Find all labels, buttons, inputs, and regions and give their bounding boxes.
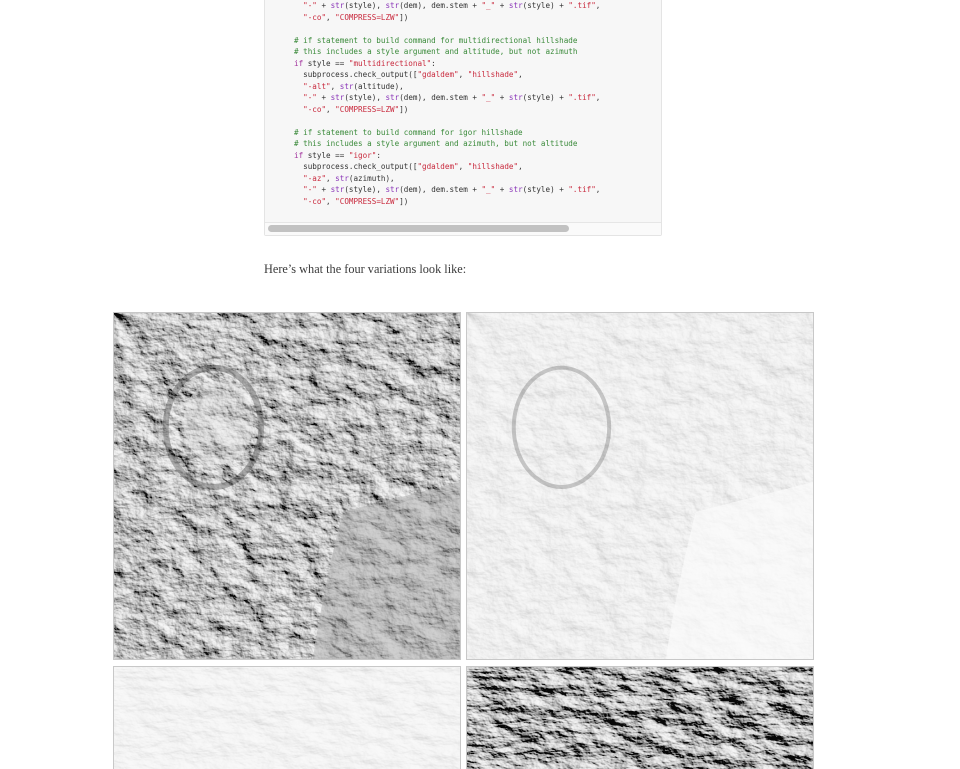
code-scroll-area[interactable]: [265, 0, 661, 223]
code-line: "-co", "COMPRESS=LZW"]): [303, 104, 409, 114]
gallery-intro-text: Here’s what the four variations look like:: [264, 262, 467, 276]
horizontal-scrollbar[interactable]: [265, 222, 661, 235]
code-line: subprocess.check_output(["gdaldem", "hillshade",: [303, 162, 523, 171]
hillshade-combined-image: [113, 666, 461, 769]
code-line: subprocess.check_output(["gdaldem", "hillshade",: [303, 70, 523, 79]
code-line: "-alt", str(altitude),: [303, 81, 404, 91]
relief-image: [114, 313, 460, 659]
hillshade-multidirectional-image: [466, 312, 814, 660]
code-content: [265, 0, 661, 207]
code-line: # this includes a style argument and altitude, but not azimuth: [294, 47, 578, 56]
relief-image: [114, 667, 460, 769]
code-line: if style == "multidirectional":: [294, 58, 436, 68]
code-line: "-co", "COMPRESS=LZW"]): [303, 12, 409, 22]
code-line: # if statement to build command for igor hillshade: [294, 127, 523, 137]
code-line: "-" + str(style), str(dem), dem.stem + "_" + str(style) + ".tif",: [303, 185, 601, 194]
code-line: "-" + str(style), str(dem), dem.stem + "_" + str(style) + ".tif",: [303, 93, 601, 102]
hillshade-default-image: [113, 312, 461, 660]
code-line: [294, 115, 661, 127]
scrollbar-thumb[interactable]: [268, 225, 569, 232]
relief-image: [467, 313, 813, 659]
code-line: # this includes a style argument and azimuth, but not altitude: [294, 139, 578, 148]
code-line: if style == "igor":: [294, 150, 381, 160]
code-line: # if statement to build command for multidirectional hillshade: [294, 35, 578, 45]
hillshade-igor-image: [466, 666, 814, 769]
code-line: [294, 23, 661, 35]
code-line: "-az", str(azimuth),: [303, 173, 395, 183]
code-line: "-co", "COMPRESS=LZW"]): [303, 196, 409, 206]
code-block: [264, 0, 662, 236]
relief-image: [467, 667, 813, 769]
code-line: "-" + str(style), str(dem), dem.stem + "_" + str(style) + ".tif",: [303, 1, 601, 10]
